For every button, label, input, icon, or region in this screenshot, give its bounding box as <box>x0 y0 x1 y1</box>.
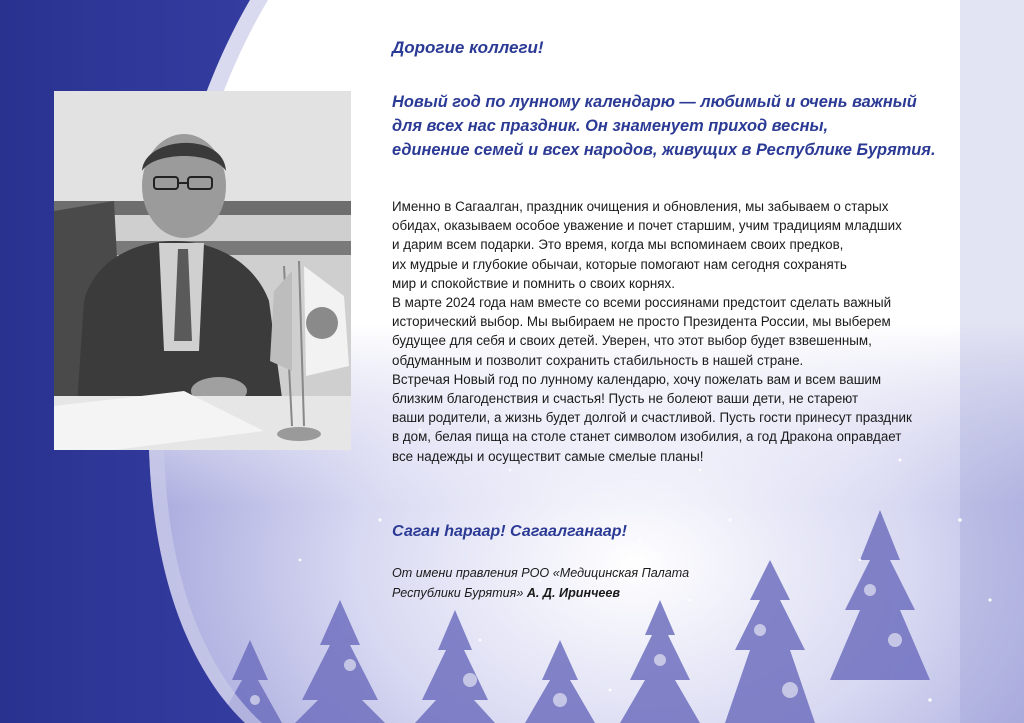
body-line: обидах, оказываем особое уважение и почет старшим, учим традициям младших <box>392 218 902 234</box>
signature-block <box>392 563 812 603</box>
portrait-photo <box>54 91 351 450</box>
closing-wish: Саган һараар! Сагаалганаар! <box>392 523 627 540</box>
lead-paragraph <box>392 90 1002 162</box>
body-line: будущее для себя и своих детей. Уверен, что этот выбор будет взвешенным, <box>392 333 872 349</box>
body-line: мир и спокойствие и помнить о своих корнях. <box>392 275 675 291</box>
signature-name: А. Д. Иринчеев <box>526 586 621 600</box>
body-line: и дарим всем подарки. Это время, когда мы вспоминаем своих предков, <box>392 237 844 253</box>
body-line: все надежды и осуществит самые смелые планы! <box>392 448 704 464</box>
body-paragraph <box>392 197 1004 466</box>
body-line: близким благоденствия и счастья! Пусть не болеют ваши дети, не стареют <box>392 391 859 407</box>
signature-line <box>392 583 812 603</box>
body-line: Встречая Новый год по лунному календарю, хочу пожелать вам и всем вашим <box>392 371 882 387</box>
lead-line: для всех нас праздник. Он знаменует приход весны, <box>392 117 829 135</box>
body-line: их мудрые и глубокие обычаи, которые помогают нам сегодня сохранять <box>392 256 847 272</box>
body-line: Именно в Сагаалган, праздник очищения и обновления, мы забываем о старых <box>392 199 889 214</box>
body-line: в дом, белая пища на столе станет символом изобилия, а год Дракона оправдает <box>392 429 902 445</box>
signature-organization: Республики Бурятия» <box>392 586 524 600</box>
body-line: исторический выбор. Мы выбираем не просто Президента России, мы выберем <box>392 314 891 330</box>
lead-line: Новый год по лунному календарю — любимый и очень важный <box>392 93 917 111</box>
body-line: ваши родители, а жизнь будет долгой и счастливой. Пусть гости принесут праздник <box>392 410 912 426</box>
body-line: обдуманным и позволит сохранить стабильность в нашей стране. <box>392 352 804 368</box>
body-line: В марте 2024 года нам вместе со всеми россиянами предстоит сделать важный <box>392 295 892 311</box>
letter-greeting: Дорогие коллеги! <box>392 38 544 57</box>
lead-line: единение семей и всех народов, живущих в Республике Бурятия. <box>392 141 936 159</box>
signature-line: От имени правления РОО «Медицинская Палата <box>392 566 690 580</box>
